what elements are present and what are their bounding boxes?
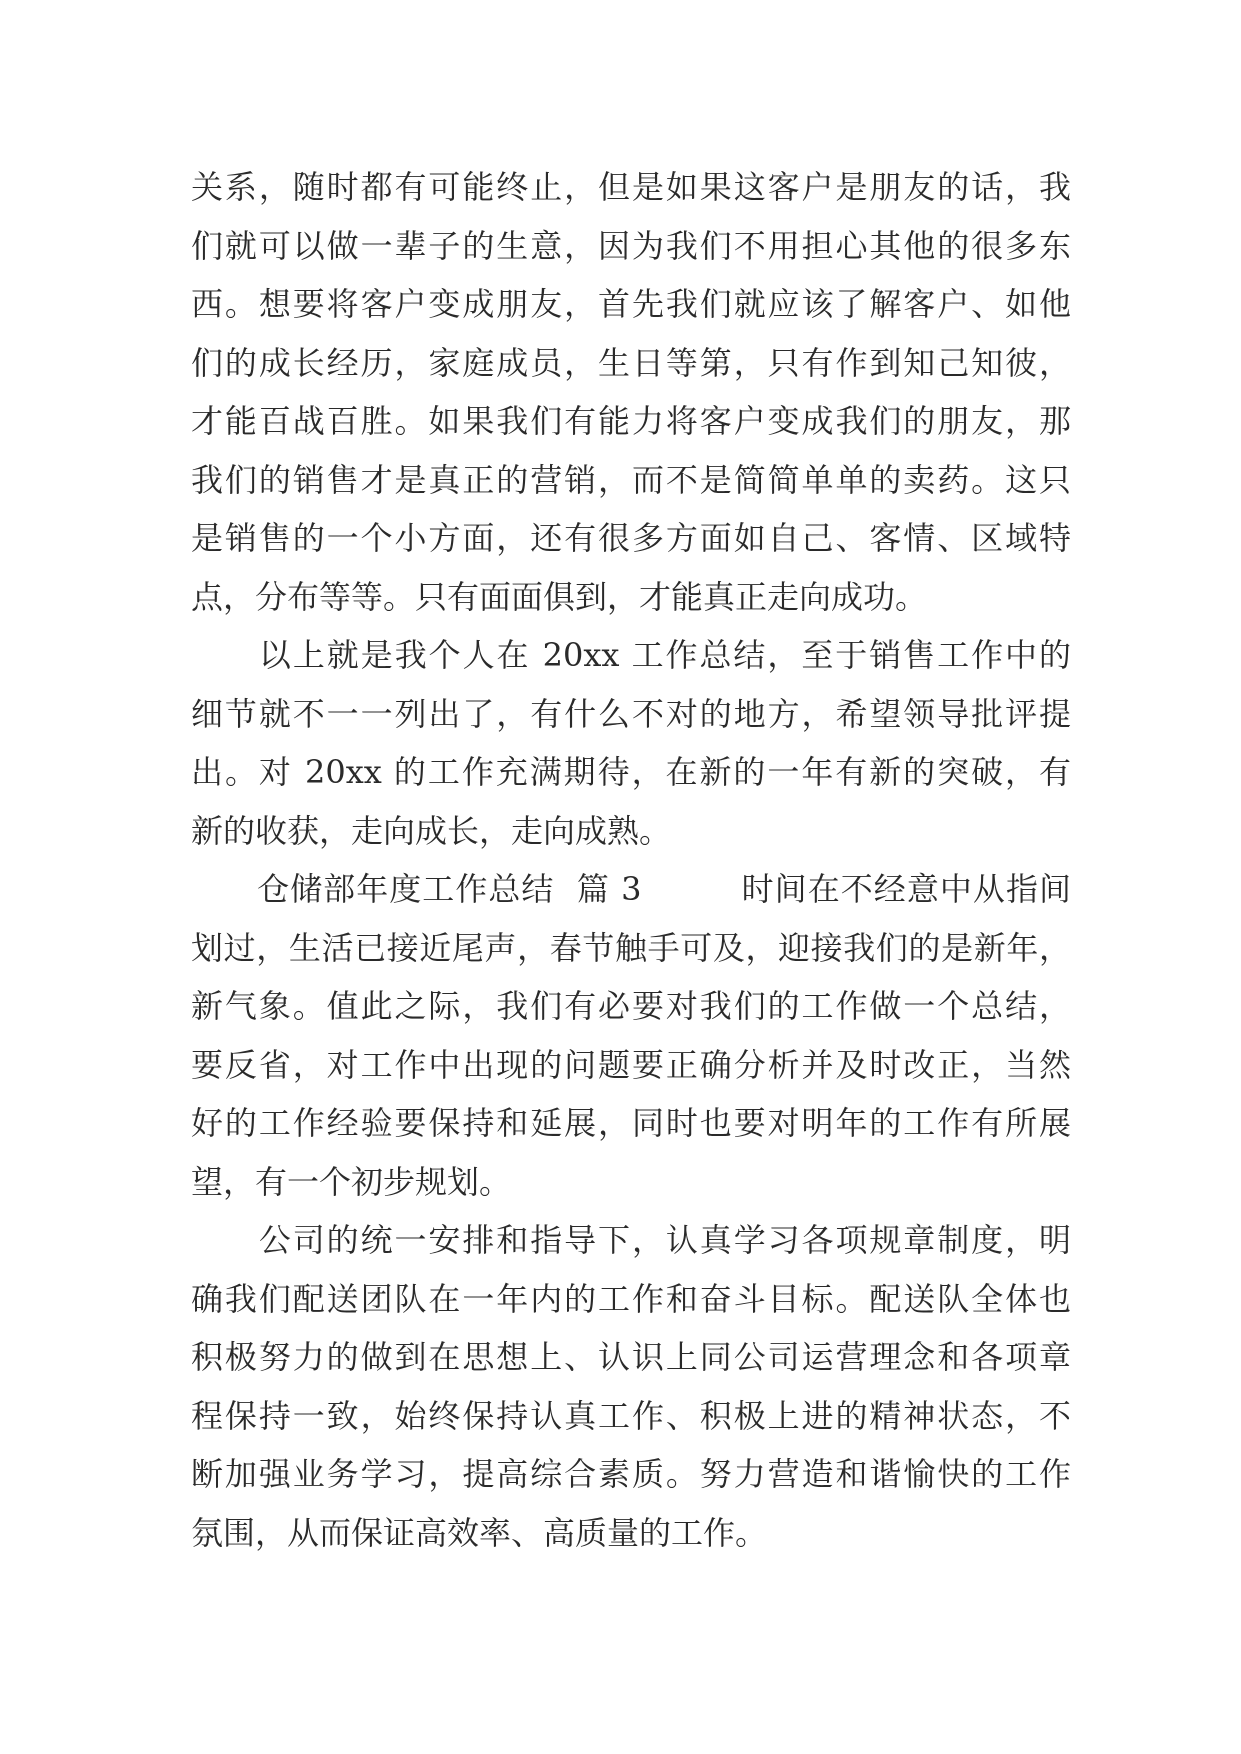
text-line-24: 氛围，从而保证高效率、高质量的工作。: [191, 1513, 768, 1552]
text-line-19: 公司的统一安排和指导下，认真学习各项规章制度，明: [191, 1221, 1071, 1259]
text-line-9: 以上就是我个人在 20xx 工作总结，至于销售工作中的: [191, 636, 1071, 674]
text-line-3: 西。想要将客户变成朋友，首先我们就应该了解客户、如他: [191, 285, 1071, 323]
text-line-7: 是销售的一个小方面，还有很多方面如自己、客情、区域特: [191, 519, 1071, 557]
text-line-16: 要反省，对工作中出现的问题要正确分析并及时改正，当然: [191, 1045, 1071, 1084]
text-line-13: 仓储部年度工作总结 篇 3 时间在不经意中从指间: [191, 870, 1071, 908]
text-line-1: 关系，随时都有可能终止，但是如果这客户是朋友的话，我: [191, 168, 1071, 206]
text-line-22: 程保持一致，始终保持认真工作、积极上进的精神状态，不: [191, 1396, 1071, 1435]
text-line-2: 们就可以做一辈子的生意，因为我们不用担心其他的很多东: [191, 226, 1071, 265]
text-line-23: 断加强业务学习，提高综合素质。努力营造和谐愉快的工作: [191, 1455, 1071, 1493]
text-line-12: 新的收获，走向成长，走向成熟。: [191, 811, 672, 850]
text-line-10: 细节就不一一列出了，有什么不对的地方，希望领导批评提: [191, 694, 1071, 733]
text-line-6: 我们的销售才是真正的营销，而不是简简单单的卖药。这只: [191, 460, 1071, 499]
text-line-4: 们的成长经历，家庭成员，生日等第，只有作到知己知彼，: [191, 343, 1071, 382]
text-line-20: 确我们配送团队在一年内的工作和奋斗目标。配送队全体也: [191, 1279, 1071, 1318]
document-body: [191, 158, 1071, 1562]
text-line-11: 出。对 20xx 的工作充满期待，在新的一年有新的突破，有: [191, 753, 1071, 791]
text-line-5: 才能百战百胜。如果我们有能力将客户变成我们的朋友，那: [191, 402, 1071, 440]
text-line-18: 望，有一个初步规划。: [191, 1162, 512, 1201]
text-line-17: 好的工作经验要保持和延展，同时也要对明年的工作有所展: [191, 1104, 1071, 1142]
text-line-21: 积极努力的做到在思想上、认识上同公司运营理念和各项章: [191, 1338, 1071, 1376]
text-line-15: 新气象。值此之际，我们有必要对我们的工作做一个总结，: [191, 987, 1071, 1025]
text-line-14: 划过，生活已接近尾声，春节触手可及，迎接我们的是新年，: [191, 928, 1071, 967]
text-line-8: 点，分布等等。只有面面俱到，才能真正走向成功。: [191, 577, 928, 616]
